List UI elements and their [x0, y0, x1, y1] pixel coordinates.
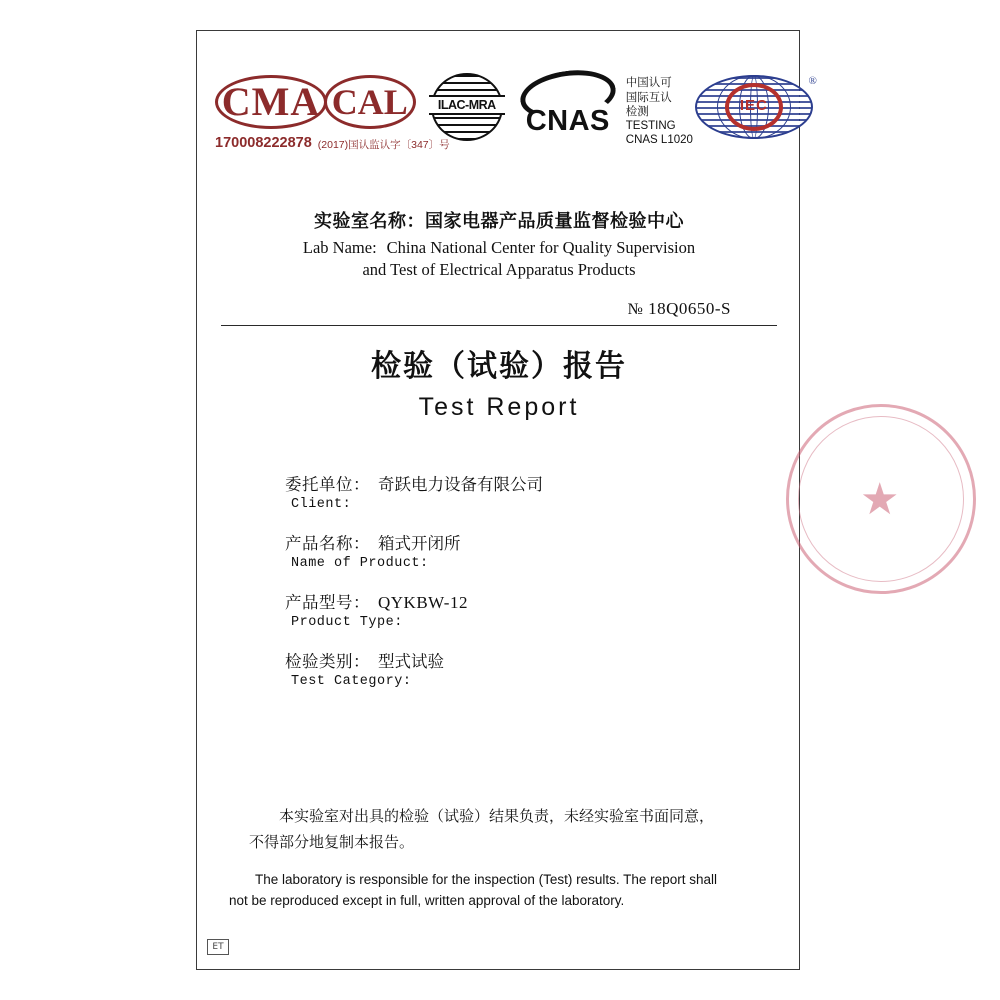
cnas-text-line4: TESTING	[625, 119, 676, 132]
cnas-mark	[512, 71, 624, 147]
cnas-text-line1: 中国认可	[625, 75, 672, 89]
cma-number: 170008222878	[215, 135, 312, 151]
lab-name-block	[197, 207, 801, 280]
statement-cn	[249, 803, 759, 855]
field-product-name-label-cn: 产品名称：	[285, 534, 370, 553]
field-client	[285, 471, 755, 512]
report-number-value: 18Q0650-S	[648, 299, 731, 318]
lab-name-label-en: Lab Name:	[302, 238, 377, 257]
ilac-mra-mark	[428, 71, 506, 145]
statement-en-line1-wrap	[229, 869, 769, 890]
cnas-testing-text	[626, 71, 693, 148]
statement-cn-line2: 不得部分地复制本报告。	[249, 833, 415, 851]
corner-stamp-mark: ET	[207, 939, 229, 955]
report-number	[628, 299, 731, 319]
page-title-cn: 检验（试验）报告	[371, 349, 627, 384]
red-seal-clip	[786, 380, 1000, 630]
field-product-type-label-cn: 产品型号：	[285, 593, 370, 612]
field-test-category	[285, 648, 755, 689]
cal-oval-graphic	[318, 71, 422, 133]
iec-registered-mark: ®	[808, 75, 817, 87]
lab-name-label-cn: 实验室名称：	[314, 211, 425, 232]
cnas-letters: CNAS	[525, 105, 610, 137]
lab-name-cn-row	[197, 207, 801, 233]
cal-number: (2017)国认监认字〔347〕号	[317, 139, 450, 151]
header-divider	[221, 325, 777, 326]
iec-globe-mark	[695, 71, 817, 145]
ilac-globe-icon	[428, 71, 506, 145]
statement-en	[229, 869, 769, 911]
lab-name-en-row	[197, 238, 801, 258]
cma-letters: CMA	[221, 79, 321, 124]
statement-en-line1: The laboratory is responsible for the inspection (Test) results. The report shall	[255, 872, 717, 887]
field-product-type-label-en: Product Type:	[291, 615, 403, 630]
field-client-label-en: Client:	[291, 497, 352, 512]
field-product-name-value: 箱式开闭所	[378, 534, 461, 553]
field-test-category-label-cn: 检验类别：	[285, 652, 370, 671]
statement-cn-line1-wrap	[249, 803, 759, 829]
seal-star-icon: ★	[860, 475, 900, 524]
lab-name-value-en-line1: China National Center for Quality Supervision	[386, 238, 696, 257]
ilac-letters: ILAC-MRA	[437, 98, 496, 112]
statement-cn-line1: 本实验室对出具的检验（试验）结果负责，未经实验室书面同意，	[279, 807, 715, 825]
red-seal-stamp	[786, 404, 986, 604]
cnas-text-line3: 检测	[625, 104, 649, 118]
test-report-page	[196, 30, 817, 970]
cal-mark	[317, 71, 450, 152]
field-client-label-cn: 委托单位：	[285, 475, 370, 494]
cma-oval-graphic	[215, 71, 321, 133]
cma-mark	[215, 71, 321, 151]
iec-letters: IEC	[739, 97, 768, 114]
ilac-band	[429, 95, 505, 115]
field-test-category-value: 型式试验	[378, 652, 444, 671]
field-product-type-cn-row	[285, 589, 755, 613]
report-fields	[285, 471, 755, 707]
cal-letters: CAL	[331, 82, 408, 122]
field-product-name-label-en: Name of Product:	[291, 556, 429, 571]
page-title-en: Test Report	[418, 393, 580, 421]
certification-logo-strip	[215, 71, 817, 179]
statement-en-line2: not be reproduced except in full, written approval of the laboratory.	[229, 893, 625, 908]
iec-globe-graphic	[695, 71, 817, 145]
field-product-name	[285, 530, 755, 571]
cnas-graphic	[512, 71, 624, 147]
field-client-value: 奇跃电力设备有限公司	[378, 475, 543, 494]
report-number-prefix: №	[627, 301, 644, 318]
field-client-cn-row	[285, 471, 755, 495]
field-product-type-value: QYKBW-12	[378, 593, 468, 612]
field-product-type	[285, 589, 755, 630]
lab-name-value-cn: 国家电器产品质量监督检验中心	[425, 211, 684, 232]
field-test-category-cn-row	[285, 648, 755, 672]
lab-name-value-en-line2: and Test of Electrical Apparatus Products	[362, 260, 636, 279]
field-test-category-label-en: Test Category:	[291, 674, 412, 689]
field-product-name-cn-row	[285, 530, 755, 554]
cnas-text-line2: 国际互认	[625, 89, 672, 104]
seal-inner-circle-icon	[798, 416, 964, 582]
seal-outer-circle-icon	[786, 404, 976, 594]
cnas-text-line5: CNAS L1020	[625, 134, 693, 146]
